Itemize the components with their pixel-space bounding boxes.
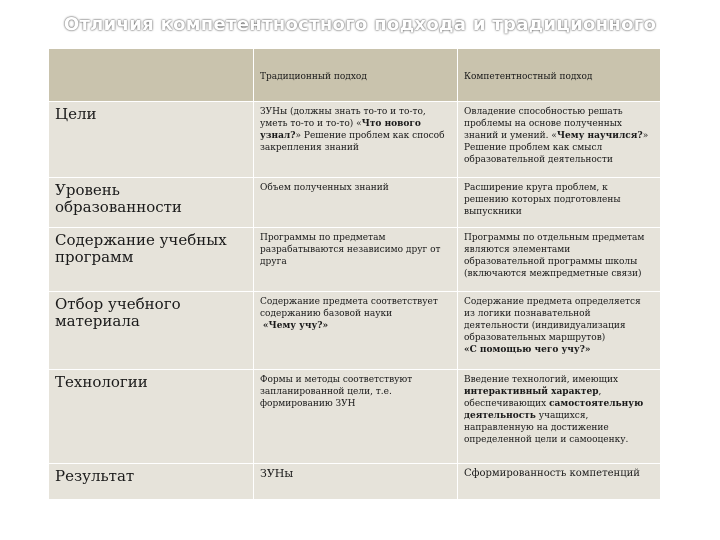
cell-traditional-material-selection	[254, 292, 458, 370]
cell-competency-technologies	[458, 370, 661, 464]
row-label-education-level: Уровень образованности	[49, 178, 254, 228]
cell-text: » Решение проблем как способ закрепления знаний	[260, 131, 445, 153]
cell-competency-material-selection	[458, 292, 661, 370]
slide-title: Отличия компетентностного подхода и традиционного	[63, 14, 657, 35]
row-label-result: Результат	[49, 464, 254, 500]
cell-text: Содержание предмета определяется из логики познавательной деятельности (индивидуализация образовательных маршрутов)	[464, 297, 641, 343]
cell-text: Программы по отдельным предметам являются элементами образовательной программы школы (включаются межпредметные связи)	[464, 233, 645, 279]
table-row	[49, 292, 661, 370]
cell-text: Содержание предмета соответствует содержанию базовой науки	[260, 297, 438, 319]
cell-competency-curriculum	[458, 228, 661, 292]
row-label-material-selection: Отбор учебного материала	[49, 292, 254, 370]
cell-traditional-education-level	[254, 178, 458, 228]
cell-text: » Решение проблем как смысл образовательной деятельности	[464, 131, 649, 165]
cell-bold-text: интерактивный характер	[464, 387, 599, 397]
cell-text: Формы и методы соответствуют запланированной цели, т.е. формированию ЗУН	[260, 375, 413, 409]
cell-competency-goals	[458, 102, 661, 178]
cell-competency-result	[458, 464, 661, 500]
cell-text: Сформированность компетенций	[464, 468, 640, 479]
row-label-goals: Цели	[49, 102, 254, 178]
cell-text: , обеспечивающих	[464, 387, 602, 409]
table-row	[49, 102, 661, 178]
cell-bold-text: «С помощью чего учу?»	[464, 345, 591, 355]
cell-bold-text: Чему научился?	[556, 131, 643, 141]
table-row	[49, 370, 661, 464]
row-label-curriculum: Содержание учебных программ	[49, 228, 254, 292]
comparison-table	[48, 48, 661, 500]
cell-text: Овладение способностью решать проблемы на основе полученных знаний и умений. «	[464, 107, 623, 141]
header-traditional: Традиционный подход	[254, 49, 458, 102]
table-row	[49, 464, 661, 500]
cell-traditional-technologies	[254, 370, 458, 464]
cell-text: Введение технологий, имеющих	[464, 375, 619, 385]
cell-text: ЗУНы (должны знать то-то и то-то, уметь то-то и то-то) «	[260, 107, 426, 129]
cell-traditional-curriculum	[254, 228, 458, 292]
cell-text: Объем полученных знаний	[260, 183, 389, 193]
cell-text: учащихся, направленную на достижение определенной цели и самооценку.	[464, 411, 629, 445]
row-label-technologies: Технологии	[49, 370, 254, 464]
cell-competency-education-level	[458, 178, 661, 228]
cell-text: Программы по предметам разрабатываются независимо друг от друга	[260, 233, 441, 267]
cell-text: ЗУНы	[260, 467, 294, 480]
cell-bold-text: Что нового узнал?	[260, 119, 421, 141]
table-row	[49, 228, 661, 292]
cell-bold-text: «Чему учу?»	[262, 321, 329, 331]
table-header-row	[49, 49, 661, 102]
header-corner-cell	[49, 49, 254, 102]
cell-traditional-result	[254, 464, 458, 500]
cell-traditional-goals	[254, 102, 458, 178]
table-row	[49, 178, 661, 228]
cell-bold-text: самостоятельную деятельность	[464, 399, 644, 421]
cell-text: Расширение круга проблем, к решению которых подготовлены выпускники	[464, 183, 621, 217]
header-competency: Компетентностный подход	[458, 49, 661, 102]
